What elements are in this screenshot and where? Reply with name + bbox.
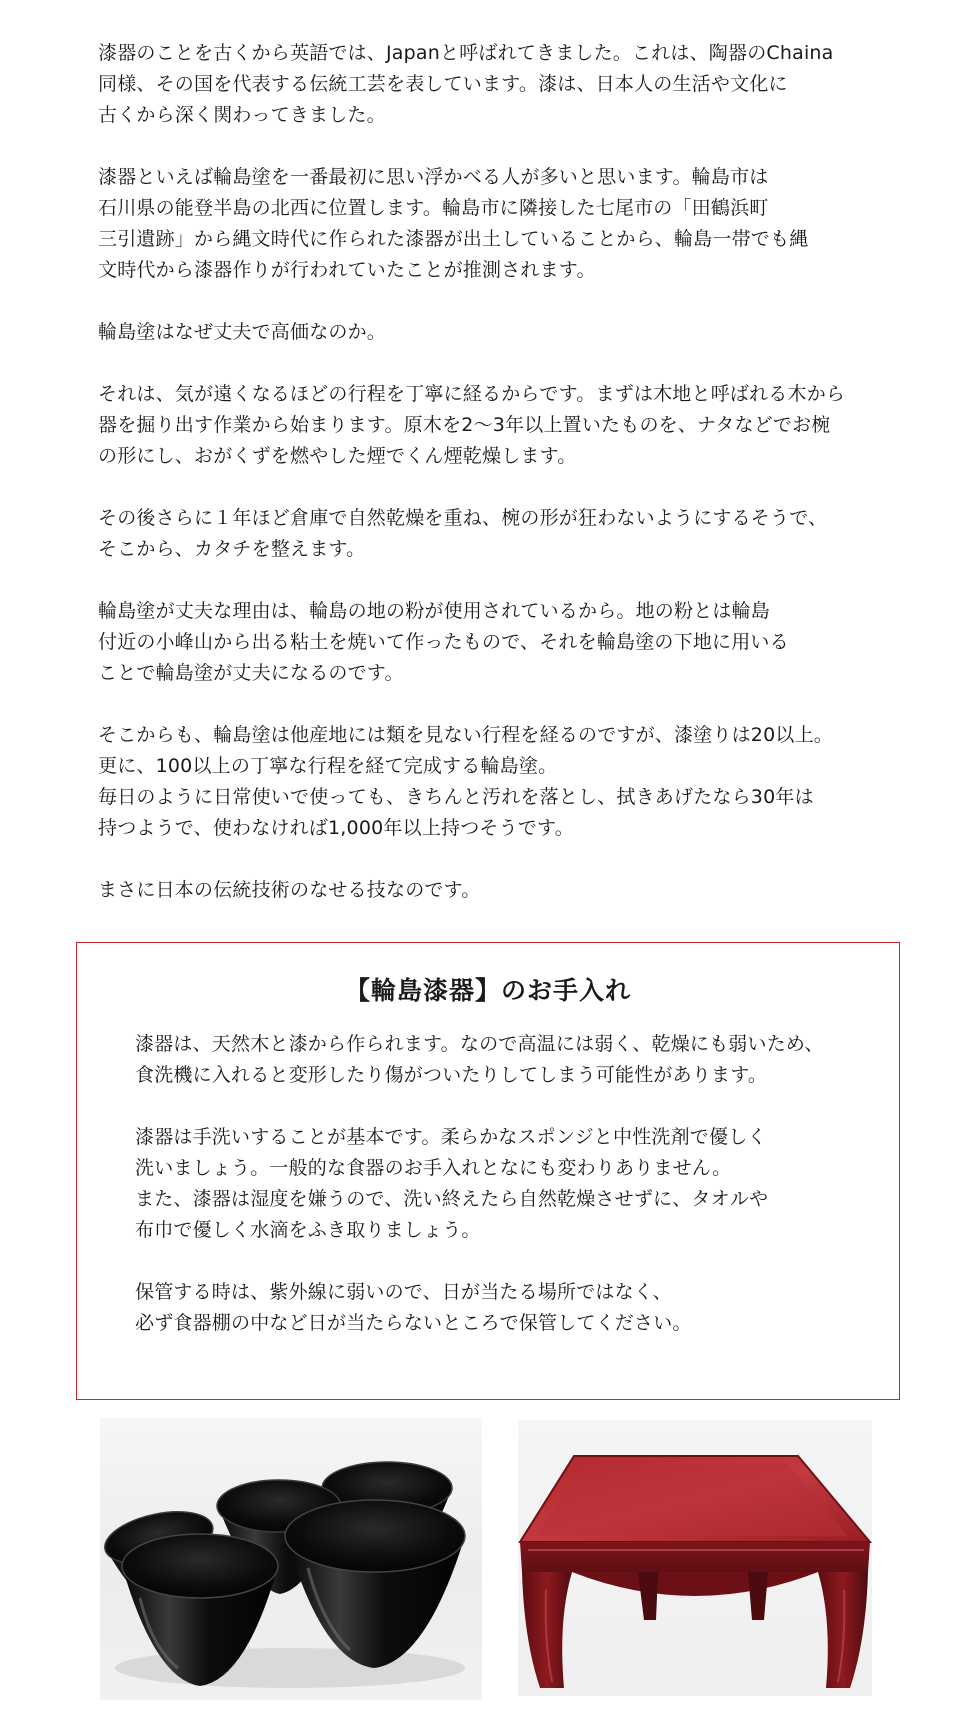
intro-paragraph (98, 875, 898, 906)
text-line: ことで輪島塗が丈夫になるのです。 (98, 662, 404, 684)
text-line: 持つようで、使わなければ1,000年以上持つそうです。 (98, 817, 574, 839)
article-intro (98, 38, 898, 906)
black-lacquer-bowls-image (100, 1418, 482, 1700)
care-paragraph (135, 1277, 875, 1339)
text-line: 漆器は、天然木と漆から作られます。なので高温には弱く、乾燥にも弱いため、 (135, 1033, 824, 1055)
intro-paragraph (98, 596, 898, 689)
text-line: 古くから深く関わってきました。 (98, 104, 386, 126)
intro-paragraph (98, 162, 898, 286)
text-line: その後さらに１年ほど倉庫で自然乾燥を重ね、椀の形が狂わないようにするそうで、 (98, 507, 828, 529)
text-line: 漆器といえば輪島塗を一番最初に思い浮かべる人が多いと思います。輪島市は (98, 166, 769, 188)
tray-photo (518, 1420, 872, 1696)
text-line: 毎日のように日常使いで使っても、きちんと汚れを落とし、拭きあげたなら30年は (98, 786, 814, 808)
text-line: 同様、その国を代表する伝統工芸を表しています。漆は、日本人の生活や文化に (98, 73, 788, 95)
text-line: 石川県の能登半島の北西に位置します。輪島市に隣接した七尾市の「田鶴浜町 (98, 197, 769, 219)
care-instructions-box (76, 942, 900, 1400)
text-line: 漆器は手洗いすることが基本です。柔らかなスポンジと中性洗剤で優しく (135, 1126, 767, 1148)
text-line: の形にし、おがくずを燃やした煙でくん煙乾燥します。 (98, 445, 577, 467)
text-line: そこから、カタチを整えます。 (98, 538, 366, 560)
text-line: 輪島塗が丈夫な理由は、輪島の地の粉が使用されているから。地の粉とは輪島 (98, 600, 771, 622)
text-line: また、漆器は湿度を嫌うので、洗い終えたら自然乾燥させずに、タオルや (135, 1188, 769, 1210)
text-line: まさに日本の伝統技術のなせる技なのです。 (98, 879, 481, 901)
care-paragraph (135, 1029, 875, 1091)
text-line: それは、気が遠くなるほどの行程を丁寧に経るからです。まずは木地と呼ばれる木から (98, 383, 846, 405)
text-line: 必ず食器棚の中など日が当たらないところで保管してください。 (135, 1312, 692, 1334)
text-line: 器を掘り出す作業から始まります。原木を2〜3年以上置いたものを、ナタなどでお椀 (98, 414, 831, 436)
text-line: 三引遺跡」から縄文時代に作られた漆器が出土していることから、輪島一帯でも縄 (98, 228, 809, 250)
bowls-photo (100, 1418, 482, 1700)
care-body (135, 1029, 875, 1339)
intro-paragraph (98, 379, 898, 472)
intro-paragraph (98, 503, 898, 565)
intro-paragraph (98, 317, 898, 348)
text-line: 更に、100以上の丁寧な行程を経て完成する輪島塗。 (98, 755, 558, 777)
text-line: 文時代から漆器作りが行われていたことが推測されます。 (98, 259, 596, 281)
care-title: 【輪島漆器】のお手入れ (344, 976, 631, 1005)
text-line: 食洗機に入れると変形したり傷がついたりしてしまう可能性があります。 (135, 1064, 768, 1086)
care-paragraph (135, 1122, 875, 1246)
intro-paragraph (98, 38, 898, 131)
red-lacquer-tray-image (518, 1420, 872, 1696)
intro-paragraph (98, 720, 898, 844)
text-line: 輪島塗はなぜ丈夫で高価なのか。 (98, 321, 387, 343)
text-line: 付近の小峰山から出る粘土を焼いて作ったもので、それを輪島塗の下地に用いる (98, 631, 789, 653)
text-line: 布巾で優しく水滴をふき取りましょう。 (135, 1219, 481, 1241)
text-line: そこからも、輪島塗は他産地には類を見ない行程を経るのですが、漆塗りは20以上。 (98, 724, 833, 746)
text-line: 漆器のことを古くから英語では、Japanと呼ばれてきました。これは、陶器のChaina (98, 42, 834, 64)
text-line: 洗いましょう。一般的な食器のお手入れとなにも変わりありません。 (135, 1157, 732, 1179)
text-line: 保管する時は、紫外線に弱いので、日が当たる場所ではなく、 (135, 1281, 672, 1303)
